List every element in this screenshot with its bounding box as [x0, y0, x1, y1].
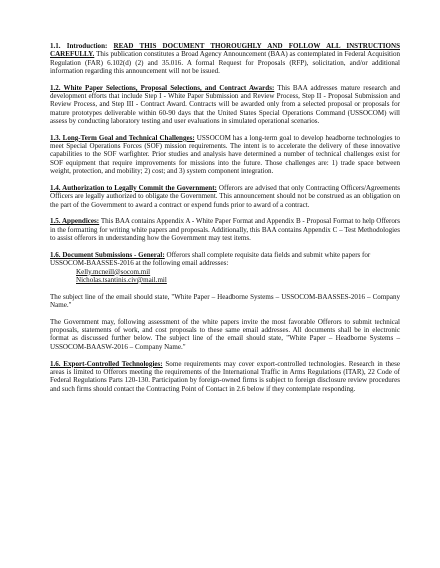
section-heading: 1.5. Appendices: — [50, 217, 100, 226]
subject-line-instruction — [50, 293, 400, 310]
section-heading: 1.1. Introduction: — [50, 42, 108, 50]
section-body: This BAA addresses mature research and development efforts that include Step I - White Paper Submission and Review Process, Step II - Proposal Submission and Review Process, and Step III - Contract Award. Contracts will be awarded only from a selected proposal or proposals for mature prototypes deliverable within 60-90 days that the United States Special Operations Command (USSOCOM) will assess by conducting laboratory testing and user evaluations in simulated operational scenarios. — [50, 83, 401, 125]
section-heading: 1.6. Document Submissions - General: — [50, 250, 165, 259]
section-authorization — [50, 184, 400, 209]
section-body: The subject line of the email should state, "White Paper – Headborne Systems – USSOCOM-BAASSES-2016 – Company Name." — [50, 292, 400, 309]
section-body: The Government may, following assessment of the white papers invite the most favorable Offerors to submit technical proposals, statements of work, and cost proposals to these same email addresses. All documents shall be in electronic format as discussed further below. The subject line of the email should state, "White Paper – Headborne Systems – USSOCOM-BAASW-2016 – Company Name." — [50, 317, 400, 351]
section-body: This BAA contains Appendix A - White Paper Format and Appendix B - Proposal Format to help Offerors in the formatting for writing white papers and proposals. Additionally, this BAA contains Appendix C – Test Methodologies to assist offerors in understanding how the Government may test items. — [50, 217, 400, 243]
section-body: Offerors shall complete requisite data fields and submit white papers for USSOCOM-BAASSES-2016 at the following email addresses: — [50, 250, 371, 268]
section-selections-awards — [50, 84, 400, 125]
instruction-caps-text: READ THIS DOCUMENT THOROUGHLY AND FOLLOW ALL INSTRUCTIONS CAREFULLY. — [50, 42, 400, 59]
section-body: This publication constitutes a Broad Agency Announcement (BAA) as contemplated in Federal Acquisition Regulation (FAR) 6.102(d) (2) and 35.016. A formal Request for Proposals (RFP), solicitation, and/or additional information regarding this announcement will not be issued. — [50, 50, 400, 75]
section-document-submissions — [50, 251, 400, 284]
section-introduction — [50, 42, 400, 75]
section-export-controlled — [50, 360, 400, 393]
section-body: Offerors are advised that only Contracting Officers/Agreements Officers are legally authorized to obligate the Government. This announcement should not be construed as an obligation on the part of the Government to award a contract or expend funds prior to award of a contract. — [50, 183, 400, 209]
section-long-term-goal — [50, 134, 400, 175]
section-body: USSOCOM has a long-term goal to develop headborne technologies to meet Special Operations Forces (SOF) mission requirements. The intent is to accelerate the delivery of these innovative capabilities to the SOF warfighter. Prior studies and analysis have determined a number of technical challenges exist for SOF equipment that require improvements for missions into the future. Those challenges are: 1) trade space between weight, protection, and mobility; 2) cost; and 3) system component integration. — [50, 133, 400, 176]
section-body: Some requirements may cover export-controlled technologies. Research in these areas is limited to Offerors meeting the requirements of the International Traffic in Arms Regulations (ITAR), 22 Code of Federal Regulations Parts 120-130. Participation by foreign-owned firms is subject to foreign disclosure review procedures and such firms should contact the Contracting Point of Contact in 2.6 below if they contemplate responding. — [50, 359, 401, 393]
section-heading: 1.6. Export-Controlled Technologies: — [50, 359, 163, 368]
section-heading: 1.3. Long-Term Goal and Technical Challenges: — [50, 133, 195, 142]
email-link[interactable]: Nicholas.tsantinis.civ@mail.mil — [76, 275, 167, 284]
email-link[interactable]: Kelly.mcneill@socom.mil — [76, 267, 151, 276]
government-assessment-paragraph — [50, 318, 400, 351]
section-heading: 1.4. Authorization to Legally Commit the Government: — [50, 183, 217, 192]
section-heading: 1.2. White Paper Selections, Proposal Selections, and Contract Awards: — [50, 83, 275, 92]
section-appendices — [50, 217, 400, 242]
